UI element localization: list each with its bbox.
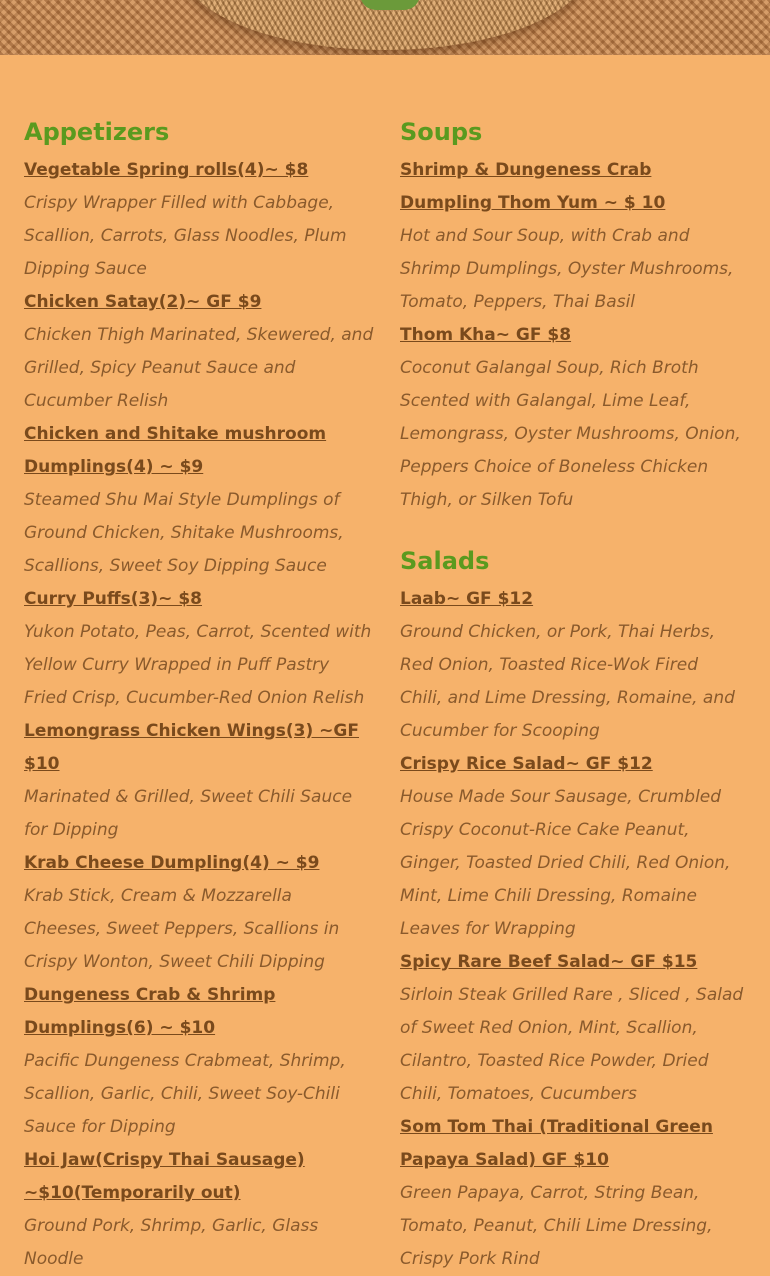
menu-column-right	[400, 110, 745, 1276]
menu-item-description: Ground Pork, Shrimp, Garlic, Glass Noodle	[24, 1216, 319, 1269]
menu-item-description: Hot and Sour Soup, with Crab and Shrimp Dumplings, Oyster Mushrooms, Tomato, Peppers, Thai Basil	[400, 226, 734, 312]
menu-item-description: House Made Sour Sausage, Crumbled Crispy Coconut-Rice Cake Peanut, Ginger, Toasted Dried Chili, Red Onion, Mint, Lime Chili Dressing, Romaine Leaves for Wrapping	[400, 787, 731, 939]
menu-item-description: Krab Stick, Cream & Mozzarella Cheeses, Sweet Peppers, Scallions in Crispy Wonton, Sweet Chili Dipping	[24, 886, 340, 972]
section-title-appetizers: Appetizers	[24, 118, 170, 146]
menu-item-name[interactable]: Vegetable Spring rolls(4)~ $8	[24, 160, 309, 180]
menu-item-description: Ground Chicken, or Pork, Thai Herbs, Red Onion, Toasted Rice-Wok Fired Chili, and Lime Dressing, Romaine, and Cucumber for Scooping	[400, 622, 735, 741]
menu-item-description: Steamed Shu Mai Style Dumplings of Ground Chicken, Shitake Mushrooms, Scallions, Sweet Soy Dipping Sauce	[24, 490, 344, 576]
menu-item-name[interactable]: Som Tom Thai (Traditional Green Papaya Salad) GF $10	[400, 1117, 713, 1170]
menu-item-name[interactable]: Laab~ GF $12	[400, 589, 534, 609]
menu-column-left	[24, 110, 374, 1276]
hero-image	[0, 0, 770, 55]
menu-item-name[interactable]: Chicken and Shitake mushroom Dumplings(4) ~ $9	[24, 424, 327, 477]
salads-section	[400, 539, 745, 1276]
appetizers-section	[24, 110, 374, 1276]
menu-item-description: Chicken Thigh Marinated, Skewered, and Grilled, Spicy Peanut Sauce and Cucumber Relish	[24, 325, 374, 411]
menu-item-name[interactable]: Spicy Rare Beef Salad~ GF $15	[400, 952, 698, 972]
menu-item-name[interactable]: Lemongrass Chicken Wings(3) ~GF $10	[24, 721, 359, 774]
section-title-soups: Soups	[400, 118, 483, 146]
menu-item-description: Green Papaya, Carrot, String Bean, Tomato, Peanut, Chili Lime Dressing, Crispy Pork Rind	[400, 1183, 713, 1269]
menu-item-description: Crispy Wrapper Filled with Cabbage, Scallion, Carrots, Glass Noodles, Plum Dipping Sauce	[24, 193, 347, 279]
menu-item-description: Yukon Potato, Peas, Carrot, Scented with Yellow Curry Wrapped in Puff Pastry Fried Crisp, Cucumber-Red Onion Relish	[24, 622, 372, 708]
section-title-salads: Salads	[400, 547, 490, 575]
menu-item-name[interactable]: Dungeness Crab & Shrimp Dumplings(6) ~ $10	[24, 985, 276, 1038]
soups-section	[400, 110, 745, 517]
menu-item-description: Marinated & Grilled, Sweet Chili Sauce for Dipping	[24, 787, 353, 840]
menu-item-name[interactable]: Curry Puffs(3)~ $8	[24, 589, 202, 609]
menu-item-name[interactable]: Shrimp & Dungeness Crab Dumpling Thom Yum ~ $ 10	[400, 160, 666, 213]
menu-item-name[interactable]: Hoi Jaw(Crispy Thai Sausage) ~$10(Temporarily out)	[24, 1150, 305, 1203]
menu-item-description: Sirloin Steak Grilled Rare , Sliced , Salad of Sweet Red Onion, Mint, Scallion, Cilantro, Toasted Rice Powder, Dried Chili, Tomatoes, Cucumbers	[400, 985, 744, 1104]
menu-item-name[interactable]: Krab Cheese Dumpling(4) ~ $9	[24, 853, 320, 873]
menu-item-description: Coconut Galangal Soup, Rich Broth Scented with Galangal, Lime Leaf, Lemongrass, Oyster Mushrooms, Onion, Peppers Choice of Boneless Chicken Thigh, or Silken Tofu	[400, 358, 741, 510]
menu-item-name[interactable]: Crispy Rice Salad~ GF $12	[400, 754, 653, 774]
menu-item-name[interactable]: Thom Kha~ GF $8	[400, 325, 572, 345]
menu-item-name[interactable]: Chicken Satay(2)~ GF $9	[24, 292, 262, 312]
menu-item-description: Pacific Dungeness Crabmeat, Shrimp, Scallion, Garlic, Chili, Sweet Soy-Chili Sauce for Dipping	[24, 1051, 346, 1137]
